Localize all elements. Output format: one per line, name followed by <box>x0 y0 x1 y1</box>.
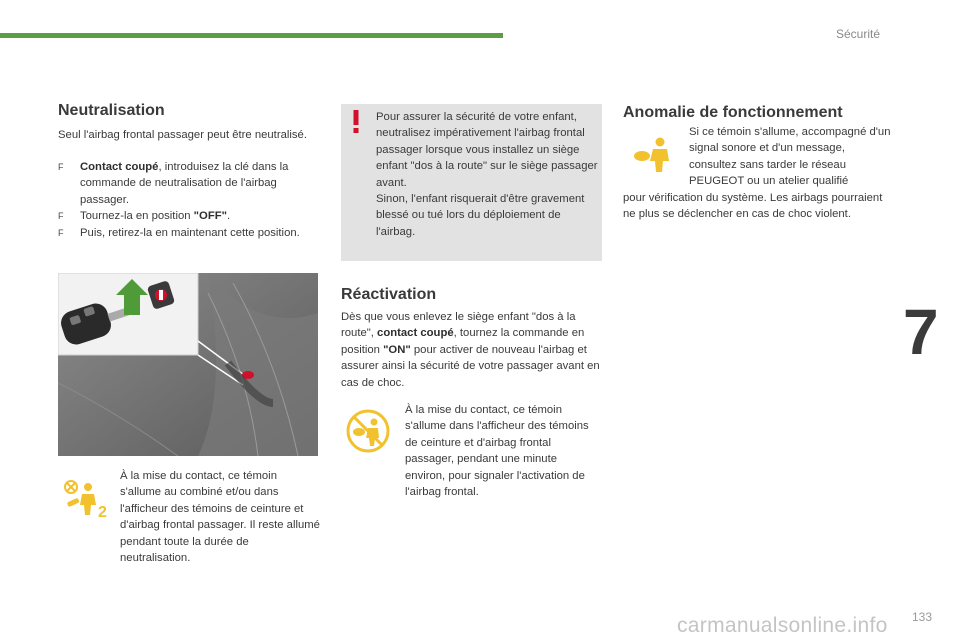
step-1: F Contact coupé, introduisez la clé dans la commande de neutralisation de l'airbag passager. <box>58 161 289 206</box>
airbag-on-icon <box>341 408 395 454</box>
neutralisation-intro: Seul l'airbag frontal passager peut être neutralisé. <box>58 129 307 141</box>
svg-text:2: 2 <box>98 504 107 519</box>
step-2: F Tournez-la en position "OFF". <box>58 208 320 224</box>
page-number: 133 <box>912 610 933 624</box>
airbag-off-warning-icon <box>62 479 110 519</box>
airbag-fault-icon <box>630 136 678 174</box>
bullet-marker: F <box>58 211 64 222</box>
header-accent-bar <box>0 33 503 38</box>
bullet-marker: F <box>58 162 64 172</box>
airbag-on-description: À la mise du contact, ce témoin s'allume dans l'afficheur des témoins de ceinture et d'airbag frontal passager, pendant une minute environ, pour signaler l'activation de l'airbag frontal. <box>405 404 589 499</box>
watermark: carmanualsonline.info <box>677 614 888 637</box>
chapter-number: 7 <box>903 296 939 368</box>
anomalie-text-part2: pour vérification du système. Les airbags pourraient ne plus se déclencher en cas de choc violent. <box>623 192 883 221</box>
reactivation-text: Dès que vous enlevez le siège enfant "dos à la route", contact coupé, tournez la commande en position "ON" pour activer de nouveau l'airbag et assurer ainsi la sécurité de votre passager avant en cas de choc. <box>341 311 600 389</box>
anomalie-heading: Anomalie de fonctionnement <box>623 104 843 121</box>
exclamation-icon <box>350 110 362 134</box>
section-title: Sécurité <box>836 27 881 41</box>
anomalie-text-part1: Si ce témoin s'allume, accompagné d'un signal sonore et d'un message, consultez sans tarder le réseau PEUGEOT ou un atelier qualifié <box>689 126 891 188</box>
airbag-off-description: À la mise du contact, ce témoin s'allume au combiné et/ou dans l'afficheur des témoins de ceinture et d'airbag frontal passager. Il reste allumé pendant toute la durée de neutralisation. <box>120 470 320 565</box>
neutralisation-steps <box>58 159 320 241</box>
airbag-switch-illustration <box>58 273 318 456</box>
bullet-marker: F <box>58 227 64 238</box>
reactivation-heading: Réactivation <box>341 286 437 303</box>
warning-text: Pour assurer la sécurité de votre enfant, neutralisez impérativement l'airbag frontal passager lorsque vous installez un siège enfant "dos à la route" sur le siège passager avant. Sinon, l'enfant risquerait d'être gravement blessé ou tué lors du déploiement de l'airbag. <box>376 111 598 238</box>
neutralisation-heading: Neutralisation <box>58 102 165 119</box>
step-3: F Puis, retirez-la en maintenant cette position. <box>58 225 320 241</box>
